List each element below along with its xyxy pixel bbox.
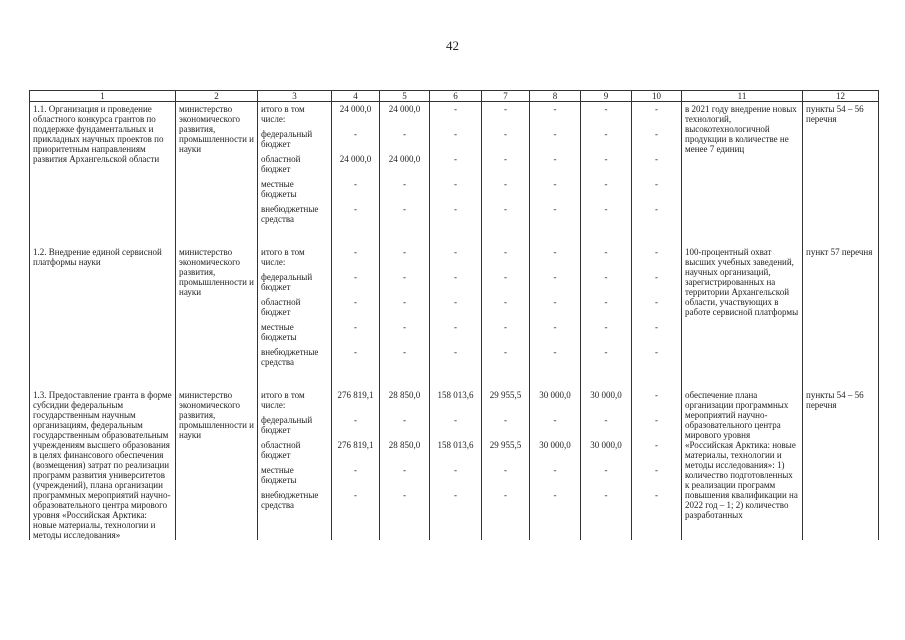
funding-column [430, 245, 482, 372]
funding-value: 158 013,6 [437, 440, 474, 450]
funding-value: - [504, 490, 507, 500]
funding-value: - [454, 297, 457, 307]
funding-column [332, 245, 380, 372]
list-reference: пункты 54 – 56 перечня [803, 102, 879, 230]
funding-value: - [354, 247, 357, 257]
funding-value: - [454, 322, 457, 332]
funding-value: 29 955,5 [489, 390, 522, 400]
funding-value: 24 000,0 [339, 104, 372, 114]
funding-source: итого в том числе: [261, 104, 305, 124]
funding-value: - [604, 465, 608, 475]
funding-column [482, 245, 530, 372]
column-number-row [30, 91, 879, 102]
funding-value: - [604, 179, 608, 189]
expected-result: в 2021 году внедрение новых технологий, высокотехнологичной продукции в количестве не менее 7 единиц [682, 102, 803, 230]
funding-value: 29 955,5 [489, 440, 522, 450]
funding-source: итого в том числе: [261, 247, 305, 267]
funding-value: - [553, 104, 557, 114]
funding-value: - [655, 204, 658, 214]
funding-source: итого в том числе: [261, 390, 305, 410]
funding-sources [258, 245, 332, 372]
funding-sources [258, 102, 332, 230]
column-number: 5 [380, 91, 430, 102]
funding-value: 30 000,0 [590, 390, 622, 400]
funding-value: - [504, 247, 507, 257]
expected-result: 100-процентный охват высших учебных заведений, научных организаций, зарегистрированных на территории Архангельской области, участвующих в работе сервисной платформы [682, 245, 803, 372]
column-number: 2 [176, 91, 258, 102]
funding-value: - [354, 490, 357, 500]
funding-value: 28 850,0 [388, 440, 421, 450]
funding-value: - [403, 204, 406, 214]
funding-value: - [504, 204, 507, 214]
funding-value: - [655, 272, 658, 282]
funding-value: - [655, 440, 658, 450]
funding-value: - [403, 297, 406, 307]
funding-value: - [403, 490, 406, 500]
funding-column [581, 388, 632, 540]
table-row [30, 245, 879, 372]
row-gap [30, 229, 879, 245]
funding-value: - [604, 272, 608, 282]
funding-value: - [504, 297, 507, 307]
expected-result: обеспечение плана организации программных мероприятий научно-образовательного центра мирового уровня «Российская Арктика: новые материалы, технологии и методы исследования»: 1) количество подготовленных к реализации программ повышения квалификации на 2022 год – 1; 2) количество разработанных [682, 388, 803, 540]
funding-column [380, 245, 430, 372]
funding-sources [258, 388, 332, 540]
list-reference: пункт 57 перечня [803, 245, 879, 372]
funding-value: - [454, 415, 457, 425]
funding-column [581, 245, 632, 372]
funding-value: - [604, 247, 608, 257]
funding-value: 158 013,6 [437, 390, 474, 400]
funding-source: местные бюджеты [261, 465, 297, 485]
table-row [30, 388, 879, 540]
funding-value: - [553, 179, 557, 189]
funding-value: - [504, 465, 507, 475]
funding-value: - [604, 490, 608, 500]
funding-value: - [403, 247, 406, 257]
funding-source: федеральный бюджет [261, 129, 313, 149]
funding-value: - [604, 347, 608, 357]
funding-column [482, 388, 530, 540]
funding-value: - [553, 204, 557, 214]
funding-value: - [604, 204, 608, 214]
funding-column [430, 388, 482, 540]
funding-value: - [504, 104, 507, 114]
funding-value: - [553, 415, 557, 425]
funding-value: - [354, 415, 357, 425]
funding-value: - [553, 347, 557, 357]
column-number: 10 [632, 91, 682, 102]
executor: министерство экономического развития, промышленности и науки [176, 102, 258, 230]
funding-value: - [403, 179, 406, 189]
column-number: 6 [430, 91, 482, 102]
row-gap [30, 372, 879, 388]
funding-column [430, 102, 482, 230]
funding-value: - [403, 272, 406, 282]
funding-value: - [655, 465, 658, 475]
funding-value: - [553, 322, 557, 332]
funding-value: - [655, 297, 658, 307]
funding-source: областной бюджет [261, 154, 301, 174]
funding-value: 30 000,0 [539, 390, 571, 400]
funding-value: - [553, 465, 557, 475]
funding-column [581, 102, 632, 230]
activity-name: 1.2. Внедрение единой сервисной платформы науки [30, 245, 176, 372]
funding-value: - [354, 297, 357, 307]
activity-name: 1.1. Организация и проведение областного конкурса грантов по поддержке фундаментальных и прикладных научных проектов по приоритетным направлениям развития Архангельской области [30, 102, 176, 230]
funding-column [632, 245, 682, 372]
funding-column [530, 245, 581, 372]
column-number: 9 [581, 91, 632, 102]
funding-value: - [403, 465, 406, 475]
column-number: 7 [482, 91, 530, 102]
funding-value: - [454, 272, 457, 282]
funding-column [530, 102, 581, 230]
funding-value: - [454, 179, 457, 189]
funding-column [332, 388, 380, 540]
funding-value: - [604, 104, 608, 114]
funding-value: - [354, 179, 357, 189]
funding-value: - [553, 247, 557, 257]
funding-column [380, 102, 430, 230]
funding-value: - [403, 129, 406, 139]
column-number: 11 [682, 91, 803, 102]
funding-value: - [354, 322, 357, 332]
funding-value: 28 850,0 [388, 390, 421, 400]
funding-value: - [655, 154, 658, 164]
funding-value: - [354, 129, 357, 139]
funding-source: внебюджетные средства [261, 347, 319, 367]
funding-column [530, 388, 581, 540]
funding-source: внебюджетные средства [261, 204, 319, 224]
funding-column [380, 388, 430, 540]
funding-value: - [604, 322, 608, 332]
funding-value: - [655, 490, 658, 500]
column-number: 1 [30, 91, 176, 102]
column-number: 4 [332, 91, 380, 102]
funding-value: 30 000,0 [539, 440, 571, 450]
funding-value: - [504, 154, 507, 164]
funding-value: - [454, 104, 457, 114]
funding-value: - [553, 154, 557, 164]
funding-column [632, 388, 682, 540]
column-number: 3 [258, 91, 332, 102]
funding-value: 24 000,0 [388, 154, 421, 164]
funding-source: федеральный бюджет [261, 415, 313, 435]
funding-value: 276 819,1 [337, 390, 374, 400]
program-activities-table [29, 90, 879, 540]
funding-value: - [454, 129, 457, 139]
funding-value: - [553, 297, 557, 307]
funding-value: - [354, 465, 357, 475]
funding-value: - [504, 347, 507, 357]
funding-value: - [354, 347, 357, 357]
funding-value: - [354, 204, 357, 214]
funding-value: - [403, 415, 406, 425]
executor: министерство экономического развития, промышленности и науки [176, 388, 258, 540]
funding-value: 30 000,0 [590, 440, 622, 450]
funding-value: - [454, 490, 457, 500]
funding-value: - [454, 204, 457, 214]
funding-value: - [504, 415, 507, 425]
funding-value: - [504, 129, 507, 139]
funding-column [632, 102, 682, 230]
funding-value: - [655, 415, 658, 425]
funding-value: - [655, 179, 658, 189]
funding-value: - [604, 415, 608, 425]
funding-source: областной бюджет [261, 440, 301, 460]
funding-value: 276 819,1 [337, 440, 374, 450]
funding-value: - [354, 272, 357, 282]
funding-source: внебюджетные средства [261, 490, 319, 510]
funding-value: - [655, 104, 658, 114]
page-number: 42 [446, 38, 459, 53]
funding-value: - [454, 465, 457, 475]
funding-column [332, 102, 380, 230]
funding-source: областной бюджет [261, 297, 301, 317]
funding-value: - [604, 129, 608, 139]
activity-name: 1.3. Предоставление гранта в форме субсидии федеральным государственным научным организациям, федеральным государственным образовательным учреждениям высшего образования в целях финансового обеспечения (возмещения) затрат по реализации программ развития университетов (учреждений), плана организации программных мероприятий научно-образовательного центра мирового уровня «Российская Арктика: новые материалы, технологии и методы исследования» [30, 388, 176, 540]
funding-value: - [504, 179, 507, 189]
funding-value: 24 000,0 [339, 154, 372, 164]
column-number: 12 [803, 91, 879, 102]
funding-value: - [655, 322, 658, 332]
column-number: 8 [530, 91, 581, 102]
funding-column [482, 102, 530, 230]
funding-value: 24 000,0 [388, 104, 421, 114]
table-row [30, 102, 879, 230]
funding-value: - [655, 129, 658, 139]
list-reference: пункты 54 – 56 перечня [803, 388, 879, 540]
funding-value: - [553, 129, 557, 139]
executor: министерство экономического развития, промышленности и науки [176, 245, 258, 372]
funding-value: - [504, 322, 507, 332]
funding-value: - [655, 247, 658, 257]
funding-source: местные бюджеты [261, 322, 297, 342]
funding-source: федеральный бюджет [261, 272, 313, 292]
funding-value: - [454, 247, 457, 257]
funding-value: - [403, 322, 406, 332]
funding-value: - [553, 272, 557, 282]
funding-value: - [553, 490, 557, 500]
funding-source: местные бюджеты [261, 179, 297, 199]
funding-value: - [604, 154, 608, 164]
funding-value: - [504, 272, 507, 282]
funding-value: - [403, 347, 406, 357]
funding-value: - [604, 297, 608, 307]
funding-value: - [454, 347, 457, 357]
funding-value: - [655, 390, 658, 400]
funding-value: - [454, 154, 457, 164]
funding-value: - [655, 347, 658, 357]
